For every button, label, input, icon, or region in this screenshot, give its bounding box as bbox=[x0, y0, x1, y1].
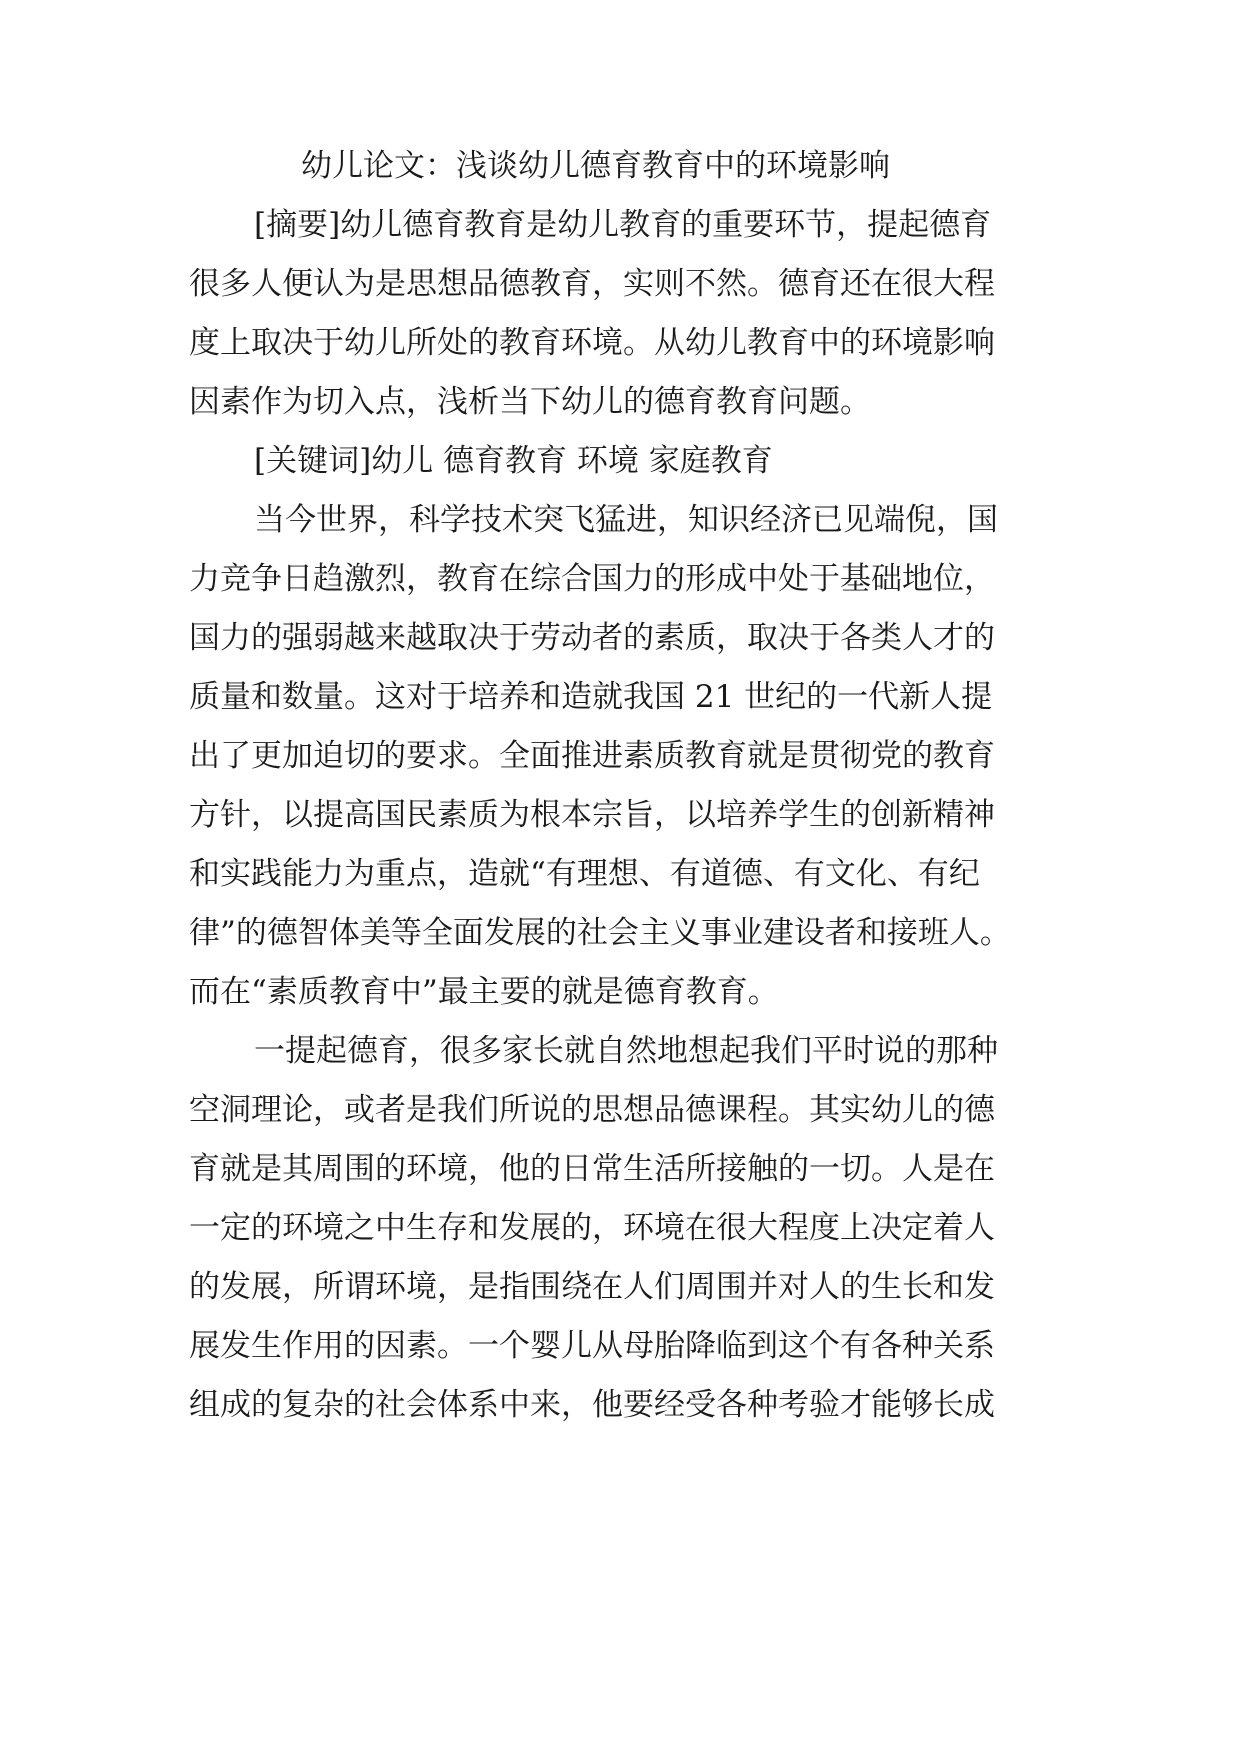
body-line: 育就是其周围的环境，他的日常生活所接触的一切。人是在 bbox=[189, 1151, 995, 1187]
abstract-line: 因素作为切入点，浅析当下幼儿的德育教育问题。 bbox=[189, 384, 871, 420]
body-line: 而在“素质教育中”最主要的就是德育教育。 bbox=[189, 974, 779, 1010]
body-line: 国力的强弱越来越取决于劳动者的素质，取决于各类人才的 bbox=[189, 620, 995, 656]
body-line: 一提起德育，很多家长就自然地想起我们平时说的那种 bbox=[254, 1033, 998, 1069]
body-line: 力竞争日趋激烈，教育在综合国力的形成中处于基础地位， bbox=[189, 561, 995, 597]
page-title: 幼儿论文：浅谈幼儿德育教育中的环境影响 bbox=[301, 148, 890, 184]
body-line: 方针，以提高国民素质为根本宗旨，以培养学生的创新精神 bbox=[189, 797, 995, 833]
body-line: 展发生作用的因素。一个婴儿从母胎降临到这个有各种关系 bbox=[189, 1328, 995, 1364]
body-line: 当今世界，科学技术突飞猛进，知识经济已见端倪，国 bbox=[254, 502, 998, 538]
body-line: 律”的德智体美等全面发展的社会主义事业建设者和接班人。 bbox=[189, 915, 1011, 951]
keywords-line: [关键词]幼儿 德育教育 环境 家庭教育 bbox=[254, 443, 773, 479]
body-line: 出了更加迫切的要求。全面推进素质教育就是贯彻党的教育 bbox=[189, 738, 995, 774]
body-line: 一定的环境之中生存和发展的，环境在很大程度上决定着人 bbox=[189, 1210, 995, 1246]
body-line: 的发展，所谓环境，是指围绕在人们周围并对人的生长和发 bbox=[189, 1269, 995, 1305]
body-line: 和实践能力为重点，造就“有理想、有道德、有文化、有纪 bbox=[189, 856, 980, 892]
abstract-line: 度上取决于幼儿所处的教育环境。从幼儿教育中的环境影响 bbox=[189, 325, 995, 361]
body-line: 空洞理论，或者是我们所说的思想品德课程。其实幼儿的德 bbox=[189, 1092, 995, 1128]
body-line: 质量和数量。这对于培养和造就我国 21 世纪的一代新人提 bbox=[189, 679, 993, 715]
abstract-line: 很多人便认为是思想品德教育，实则不然。德育还在很大程 bbox=[189, 266, 995, 302]
abstract-line: [摘要]幼儿德育教育是幼儿教育的重要环节，提起德育 bbox=[254, 207, 992, 243]
body-line: 组成的复杂的社会体系中来，他要经受各种考验才能够长成 bbox=[189, 1387, 995, 1423]
